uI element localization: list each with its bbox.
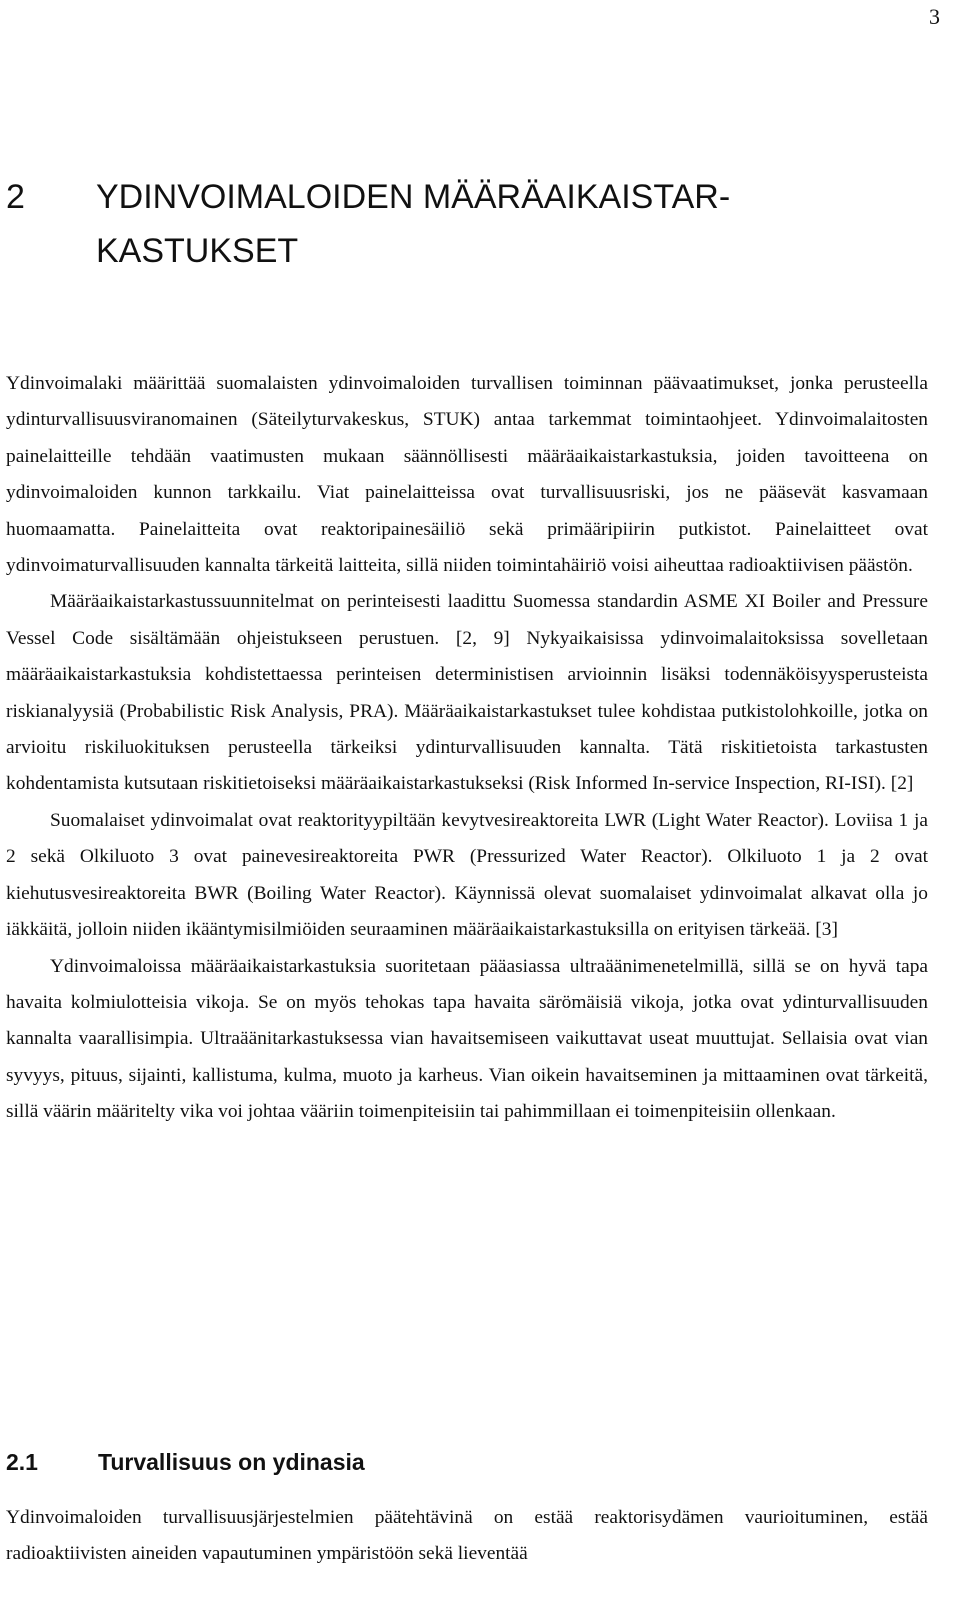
section-title: Turvallisuus on ydinasia: [98, 1449, 365, 1475]
chapter-number: 2: [6, 178, 25, 216]
section-heading: [6, 1442, 365, 1482]
page-number: 3: [929, 4, 940, 29]
section-paragraph: Ydinvoimaloiden turvallisuusjärjestelmien päätehtävinä on estää reaktorisydämen vaurioituminen, estää radioaktiivisten aineiden vapautuminen ympäristöön sekä lieventää: [6, 1507, 928, 1565]
paragraph-4: Ydinvoimaloissa määräaikaistarkastuksia suoritetaan pääasiassa ultraäänimenetelmillä, sillä se on hyvä tapa havaita kolmiulotteisia vikoja. Se on myös tehokas tapa havaita särömäisiä vikoja, jotka ovat ydinturvallisuuden kannalta vaarallisimpia. Ultraäänitarkastuksessa vian havaitsemiseen vaikuttavat useat muuttujat. Sellaisia ovat vian syvyys, pituus, sijainti, kallistuma, kulma, muoto ja karheus. Vian oikein havaitseminen ja mittaaminen ovat tärkeitä, sillä väärin määritelty vika voi johtaa vääriin toimenpiteisiin tai pahimmillaan ei toimenpiteisiin ollenkaan.: [6, 955, 928, 1123]
section-number: 2.1: [6, 1449, 38, 1475]
section-body: [6, 1500, 928, 1573]
paragraph-2: Määräaikaistarkastussuunnitelmat on perinteisesti laadittu Suomessa standardin ASME XI Boiler and Pressure Vessel Code sisältämään ohjeistukseen perustuen. [2, 9] Nykyaikaisissa ydinvoimalaitoksissa sovelletaan määräaikaistarkastuksia kohdistettaessa perinteisen deterministisen arvioinnin lisäksi todennäköisyysperusteista riskianalyysiä (Probabilistic Risk Analysis, PRA). Määräaikaistarkastukset tulee kohdistaa putkistolohkoille, jotka on arvioitu riskiluokituksen perusteella tärkeiksi ydinturvallisuuden kannalta. Tätä riskitietoista tarkastusten kohdentamista kutsutaan riskitietoiseksi määräaikaistarkastukseksi (Risk Informed In-service Inspection, RI-ISI). [2]: [6, 591, 928, 795]
paragraph-3: Suomalaiset ydinvoimalat ovat reaktorityypiltään kevytvesireaktoreita LWR (Light Water Reactor). Loviisa 1 ja 2 sekä Olkiluoto 3 ovat painevesireaktoreita PWR (Pressurized Water Reactor). Olkiluoto 1 ja 2 ovat kiehutusvesireaktoreita BWR (Boiling Water Reactor). Käynnissä olevat suomalaiset ydinvoimalat alkavat olla jo iäkkäitä, jolloin niiden ikääntymisilmiöiden seuraaminen määräaikaistarkastuksilla on erityisen tärkeää. [3]: [6, 809, 928, 941]
chapter-heading: [6, 170, 856, 278]
chapter-title: YDINVOIMALOIDEN MÄÄRÄAIKAISTAR-KASTUKSET: [96, 178, 731, 270]
chapter-body: [6, 366, 928, 1131]
paragraph-1: Ydinvoimalaki määrittää suomalaisten ydinvoimaloiden turvallisen toiminnan päävaatimukset, jonka perusteella ydinturvallisuusviranomainen (Säteilyturvakeskus, STUK) antaa tarkemmat toimintaohjeet. Ydinvoimalaitosten painelaitteille tehdään vaatimusten mukaan säännöllisesti määräaikaistarkastuksia, joiden tavoitteena on ydinvoimaloiden kunnon tarkkailu. Viat painelaitteissa ovat turvallisuusriski, jos ne pääsevät kasvamaan huomaamatta. Painelaitteita ovat reaktoripainesäiliö sekä primääripiirin putkistot. Painelaitteet ovat ydinvoimaturvallisuuden kannalta tärkeitä laitteita, sillä niiden toimintahäiriö voisi aiheuttaa radioaktiivisen päästön.: [6, 373, 928, 577]
